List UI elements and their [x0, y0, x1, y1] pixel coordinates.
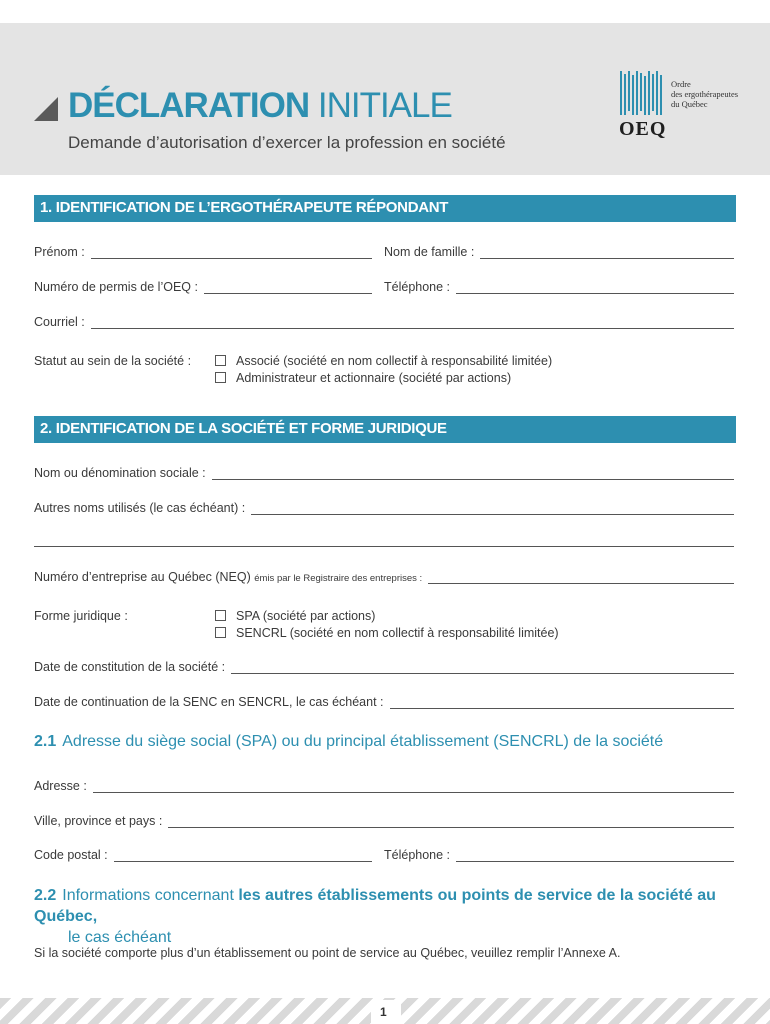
- nom-famille-field[interactable]: Nom de famille :: [384, 245, 734, 259]
- adresse-field[interactable]: Adresse :: [34, 779, 734, 793]
- code-postal-field[interactable]: Code postal :: [34, 848, 372, 862]
- checkbox[interactable]: [215, 627, 226, 638]
- section-2-header: [34, 416, 736, 443]
- nom-societe-field[interactable]: Nom ou dénomination sociale :: [34, 466, 734, 480]
- forme-option-sencrl[interactable]: SENCRL (société en nom collectif à responsabilité limitée): [215, 626, 559, 640]
- page-subtitle: Demande d’autorisation d’exercer la profession en société: [68, 133, 506, 152]
- date-constitution-field[interactable]: Date de constitution de la société :: [34, 660, 734, 674]
- logo-acronym: OEQ: [619, 118, 667, 140]
- statut-option-administrateur[interactable]: Administrateur et actionnaire (société par actions): [215, 371, 511, 385]
- date-continuation-field[interactable]: Date de continuation de la SENC en SENCRL, le cas échéant :: [34, 695, 734, 709]
- forme-option-spa[interactable]: SPA (société par actions): [215, 609, 375, 623]
- neq-field[interactable]: Numéro d’entreprise au Québec (NEQ) émis par le Registraire des entreprises :: [34, 570, 734, 584]
- statut-option-associe[interactable]: Associé (société en nom collectif à responsabilité limitée): [215, 354, 552, 368]
- autres-noms-extra-line[interactable]: [34, 536, 734, 547]
- page-number: 1: [380, 1005, 387, 1019]
- autres-noms-field[interactable]: Autres noms utilisés (le cas échéant) :: [34, 501, 734, 515]
- section-2-1-title: 2.1 Adresse du siège social (SPA) ou du principal établissement (SENCRL) de la société: [34, 733, 664, 750]
- telephone-field[interactable]: Téléphone :: [384, 280, 734, 294]
- checkbox[interactable]: [215, 372, 226, 383]
- page-title: DÉCLARATION INITIALE: [68, 86, 452, 125]
- section-1-header: [34, 195, 736, 222]
- forme-juridique-label: Forme juridique :: [34, 609, 128, 623]
- ville-field[interactable]: Ville, province et pays :: [34, 814, 734, 828]
- oeq-logo-icon: [620, 71, 664, 115]
- logo-organization-name: Ordre des ergothérapeutes du Québec: [671, 79, 739, 109]
- checkbox[interactable]: [215, 610, 226, 621]
- triangle-icon: [34, 97, 58, 121]
- courriel-field[interactable]: Courriel :: [34, 315, 734, 329]
- section-2-2-title: 2.2 Informations concernant les autres établissements ou points de service de la société au Québec, le cas échéant: [34, 887, 716, 946]
- checkbox[interactable]: [215, 355, 226, 366]
- telephone-societe-field[interactable]: Téléphone :: [384, 848, 734, 862]
- statut-label: Statut au sein de la société :: [34, 354, 192, 368]
- section-1-title: 1. IDENTIFICATION DE L’ERGOTHÉRAPEUTE RÉPONDANT: [40, 199, 449, 216]
- annexe-note: Si la société comporte plus d’un établissement ou point de service au Québec, veuillez remplir l’Annexe A.: [34, 946, 621, 960]
- permis-field[interactable]: Numéro de permis de l’OEQ :: [34, 280, 372, 294]
- section-2-title: 2. IDENTIFICATION DE LA SOCIÉTÉ ET FORME JURIDIQUE: [40, 420, 447, 437]
- prenom-field[interactable]: Prénom :: [34, 245, 372, 259]
